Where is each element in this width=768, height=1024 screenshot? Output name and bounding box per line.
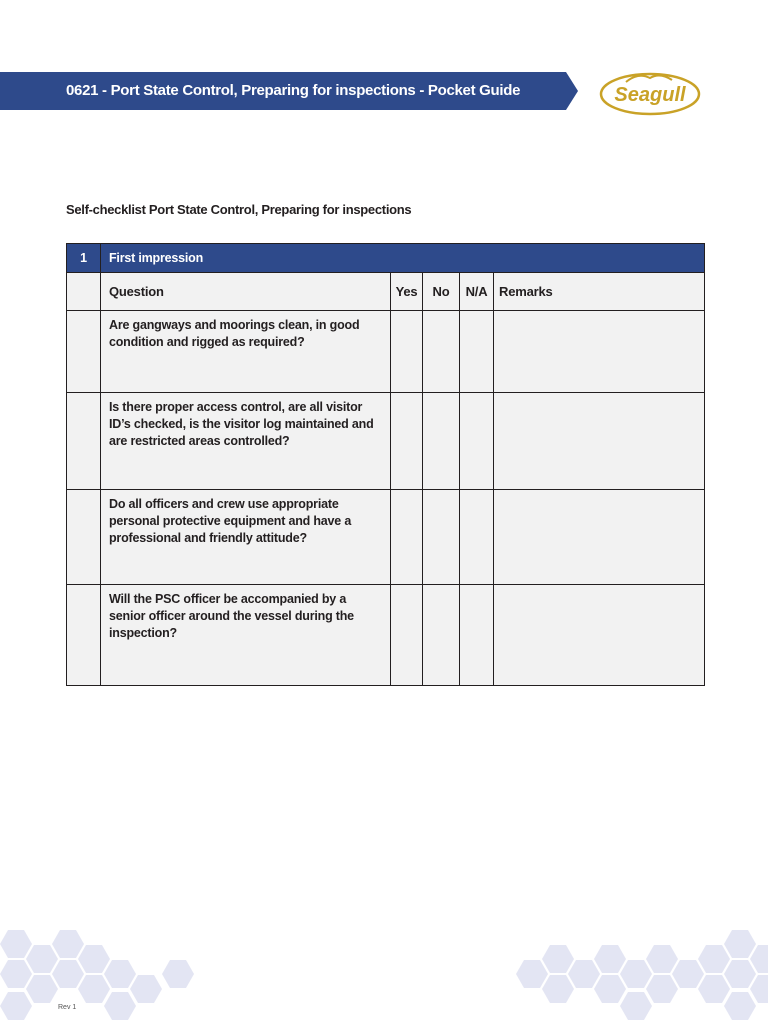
no-checkbox-cell[interactable] bbox=[423, 585, 460, 686]
yes-checkbox-cell[interactable] bbox=[391, 393, 423, 490]
yes-checkbox-cell[interactable] bbox=[391, 311, 423, 393]
row-number-cell bbox=[67, 585, 101, 686]
checklist-table bbox=[66, 243, 705, 686]
header-question: Question bbox=[101, 273, 391, 311]
row-number-cell bbox=[67, 311, 101, 393]
remarks-cell[interactable] bbox=[494, 490, 705, 585]
no-checkbox-cell[interactable] bbox=[423, 311, 460, 393]
no-checkbox-cell[interactable] bbox=[423, 490, 460, 585]
revision-label: Rev 1 bbox=[58, 1004, 77, 1011]
row-number-cell bbox=[67, 490, 101, 585]
checklist-subtitle: Self-checklist Port State Control, Preparing for inspections bbox=[66, 202, 412, 217]
na-checkbox-cell[interactable] bbox=[460, 311, 494, 393]
yes-checkbox-cell[interactable] bbox=[391, 585, 423, 686]
question-row bbox=[67, 490, 705, 585]
header-blank-cell bbox=[67, 273, 101, 311]
remarks-cell[interactable] bbox=[494, 311, 705, 393]
question-row bbox=[67, 311, 705, 393]
question-row bbox=[67, 393, 705, 490]
logo-text: Seagull bbox=[614, 84, 686, 106]
question-row bbox=[67, 585, 705, 686]
document-title: 0621 - Port State Control, Preparing for inspections - Pocket Guide bbox=[66, 82, 521, 99]
header-no: No bbox=[423, 273, 460, 311]
header-na: N/A bbox=[460, 273, 494, 311]
yes-checkbox-cell[interactable] bbox=[391, 490, 423, 585]
question-text: Are gangways and moorings clean, in good condition and rigged as required? bbox=[101, 311, 391, 393]
question-text: Do all officers and crew use appropriate personal protective equipment and have a professional and friendly attitude? bbox=[101, 490, 391, 585]
remarks-cell[interactable] bbox=[494, 585, 705, 686]
row-number-cell bbox=[67, 393, 101, 490]
question-text: Will the PSC officer be accompanied by a senior officer around the vessel during the inspection? bbox=[101, 585, 391, 686]
section-header-row bbox=[67, 244, 705, 273]
header-remarks: Remarks bbox=[494, 273, 705, 311]
na-checkbox-cell[interactable] bbox=[460, 585, 494, 686]
remarks-cell[interactable] bbox=[494, 393, 705, 490]
na-checkbox-cell[interactable] bbox=[460, 490, 494, 585]
section-number: 1 bbox=[67, 244, 101, 273]
seagull-logo bbox=[598, 68, 702, 116]
header-banner bbox=[0, 72, 578, 110]
header-yes: Yes bbox=[391, 273, 423, 311]
na-checkbox-cell[interactable] bbox=[460, 393, 494, 490]
no-checkbox-cell[interactable] bbox=[423, 393, 460, 490]
hexagon-pattern-decoration bbox=[0, 914, 768, 1024]
question-text: Is there proper access control, are all visitor ID’s checked, is the visitor log maintained and are restricted areas controlled? bbox=[101, 393, 391, 490]
section-title: First impression bbox=[101, 244, 705, 273]
column-header-row bbox=[67, 273, 705, 311]
